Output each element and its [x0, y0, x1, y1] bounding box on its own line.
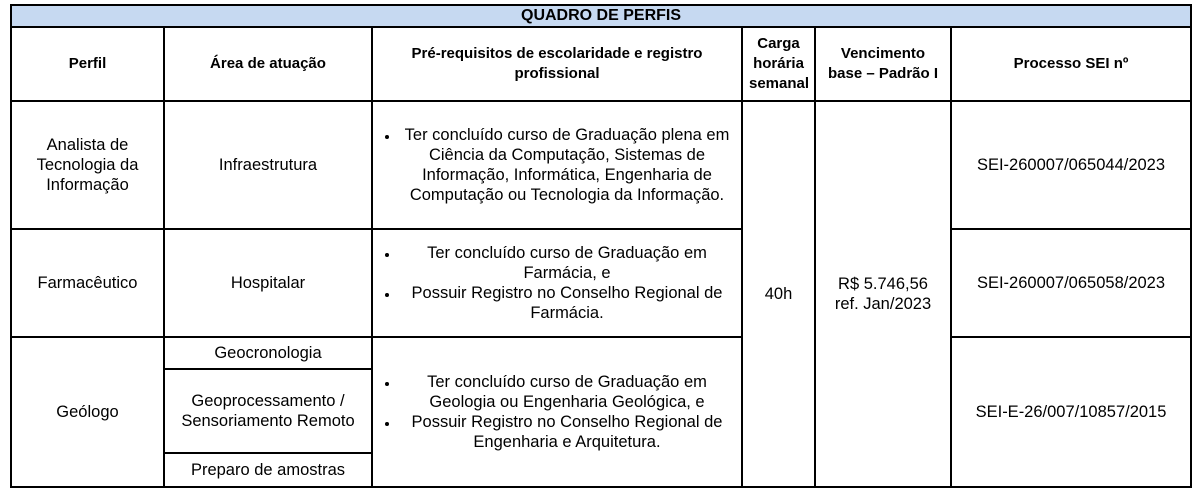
- header-vencimento: Vencimento base – Padrão I: [815, 27, 951, 101]
- processo-cell: SEI-E-26/007/10857/2015: [951, 337, 1191, 487]
- header-area: Área de atuação: [164, 27, 372, 101]
- requisitos-cell: [372, 337, 742, 487]
- area-cell: Geocronologia: [164, 337, 372, 369]
- table-title-row: [11, 5, 1191, 27]
- requisito-item: • Possuir Registro no Conselho Regional de Farmácia.: [399, 283, 735, 323]
- vencimento-cell: [815, 101, 951, 487]
- requisitos-cell: [372, 101, 742, 229]
- requisitos-cell: [372, 229, 742, 337]
- requisito-item: • Ter concluído curso de Graduação em Farmácia, e: [399, 243, 735, 283]
- area-cell: Geoprocessamento / Sensoriamento Remoto: [164, 369, 372, 453]
- table-row: [11, 337, 1191, 369]
- perfil-cell: Analista de Tecnologia da Informação: [11, 101, 164, 229]
- requisito-item: • Ter concluído curso de Graduação em Geologia ou Engenharia Geológica, e: [399, 372, 735, 412]
- perfil-cell: Farmacêutico: [11, 229, 164, 337]
- requisitos-list: [379, 243, 735, 323]
- area-cell: Preparo de amostras: [164, 453, 372, 487]
- table-row: [11, 101, 1191, 229]
- processo-cell: SEI-260007/065058/2023: [951, 229, 1191, 337]
- processo-cell: SEI-260007/065044/2023: [951, 101, 1191, 229]
- carga-cell: 40h: [742, 101, 815, 487]
- vencimento-valor: R$ 5.746,56: [838, 275, 928, 293]
- area-cell: Infraestrutura: [164, 101, 372, 229]
- perfil-cell: Geólogo: [11, 337, 164, 487]
- quadro-de-perfis-table: [10, 4, 1192, 488]
- area-cell: Hospitalar: [164, 229, 372, 337]
- header-carga: Carga horária semanal: [742, 27, 815, 101]
- table-title: QUADRO DE PERFIS: [11, 5, 1191, 27]
- header-row: [11, 27, 1191, 101]
- table-row: [11, 229, 1191, 337]
- header-requisitos: Pré-requisitos de escolaridade e registro profissional: [372, 27, 742, 101]
- header-processo: Processo SEI nº: [951, 27, 1191, 101]
- requisito-item: • Possuir Registro no Conselho Regional de Engenharia e Arquitetura.: [399, 412, 735, 452]
- vencimento-ref: ref. Jan/2023: [834, 295, 932, 313]
- requisitos-list: [379, 372, 735, 452]
- requisito-item: • Ter concluído curso de Graduação plena em Ciência da Computação, Sistemas de Informação, Informática, Engenharia de Computação ou Tecnologia da Informação.: [399, 125, 735, 205]
- header-perfil: Perfil: [11, 27, 164, 101]
- requisitos-list: [379, 125, 735, 205]
